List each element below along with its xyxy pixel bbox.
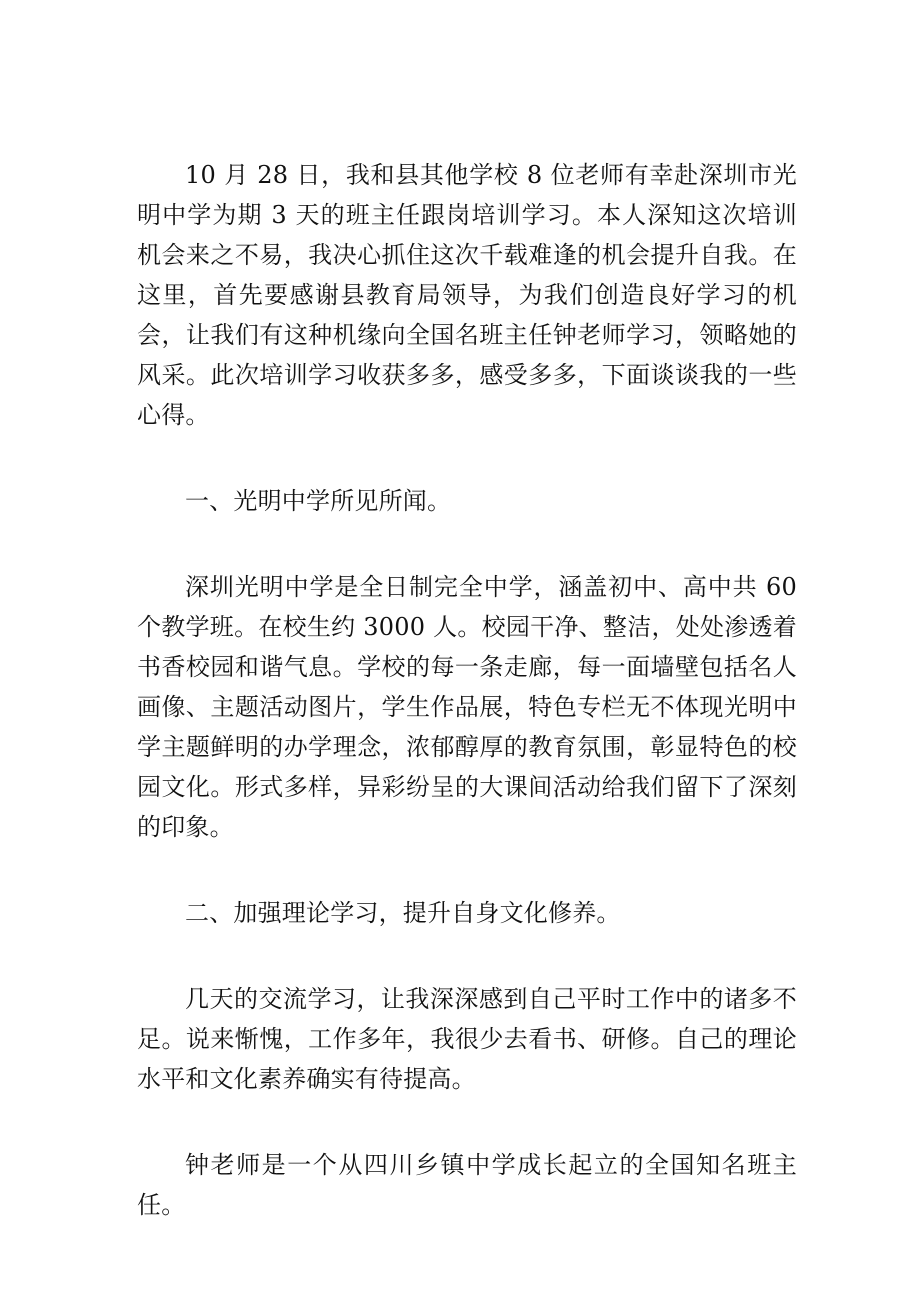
section-heading-1: 一、光明中学所见所闻。 — [185, 487, 452, 515]
reflection-paragraph: 几天的交流学习，让我深深感到自己平时工作中的诸多不足。说来惭愧，工作多年，我很少去看书、研修。自己的理论水平和文化素养确实有待提高。 — [137, 985, 797, 1093]
section-heading-2: 二、加强理论学习，提升自身文化修养。 — [185, 899, 621, 927]
document-body — [137, 155, 797, 1271]
intro-paragraph: 10 月 28 日，我和县其他学校 8 位老师有幸赴深圳市光明中学为期 3 天的班主任跟岗培训学习。本人深知这次培训机会来之不易，我决心抓住这次千载难逢的机会提升自我。在这里，首先要感谢县教育局领导，为我们创造良好学习的机会，让我们有这种机缘向全国名班主任钟老师学习，领略她的风采。此次培训学习收获多多，感受多多，下面谈谈我的一些心得。 — [137, 161, 797, 429]
teacher-intro-paragraph: 钟老师是一个从四川乡镇中学成长起立的全国知名班主任。 — [137, 1151, 797, 1219]
school-description-paragraph: 深圳光明中学是全日制完全中学，涵盖初中、高中共 60 个教学班。在校生约 3000 人。校园干净、整洁，处处渗透着书香校园和谐气息。学校的每一条走廊，每一面墙壁包括名人画像、主题活动图片，学生作品展，特色专栏无不体现光明中学主题鲜明的办学理念，浓郁醇厚的教育氛围，彰显特色的校园文化。形式多样，异彩纷呈的大课间活动给我们留下了深刻的印象。 — [137, 573, 797, 841]
